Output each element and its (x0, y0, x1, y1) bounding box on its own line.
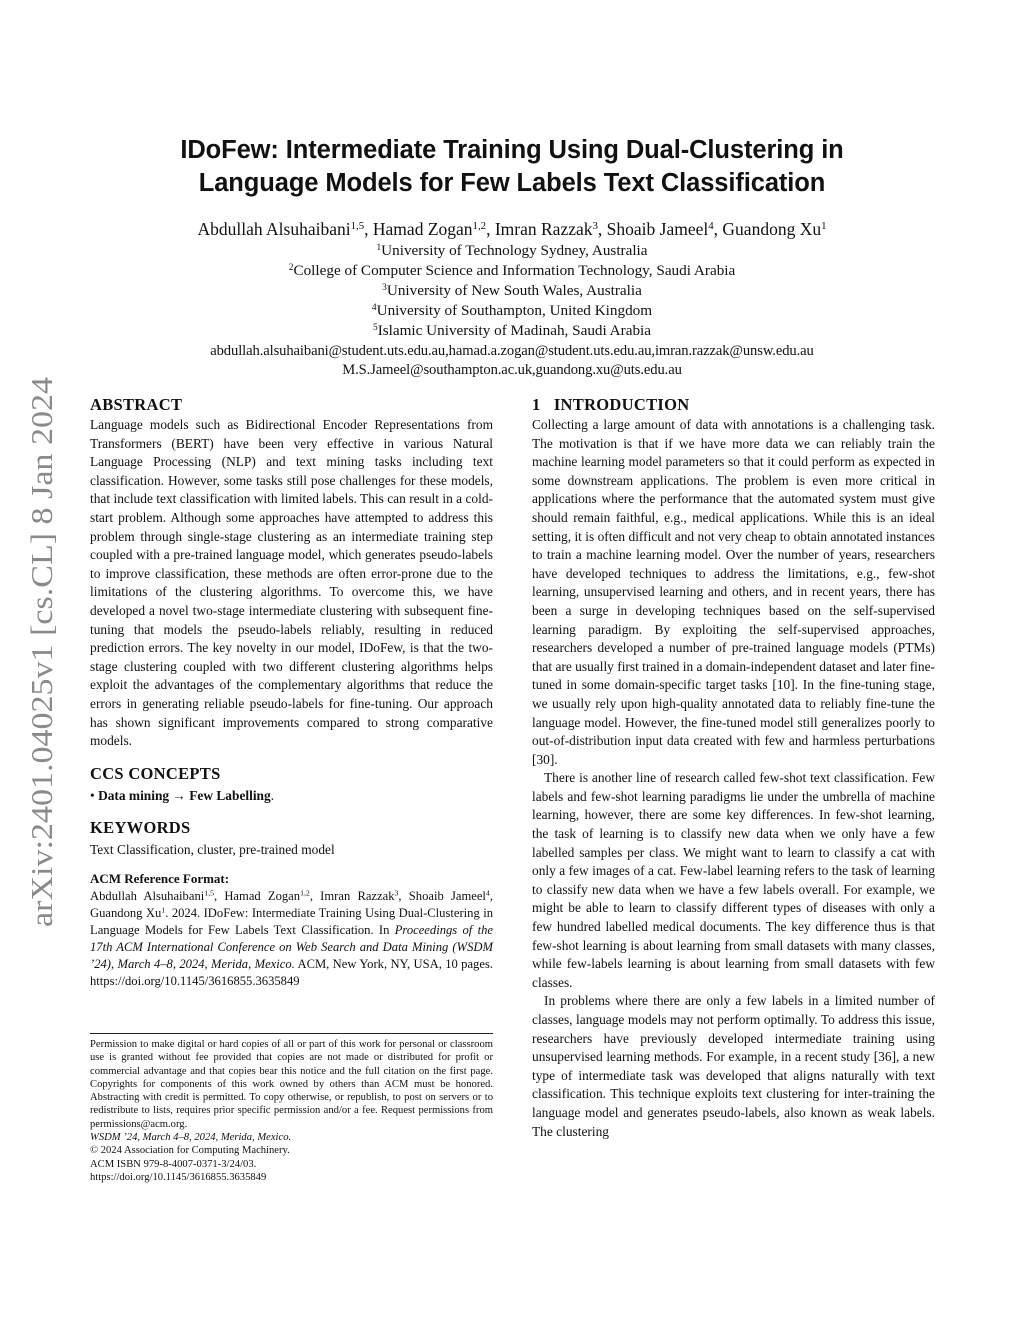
affiliation-number: 3 (382, 282, 387, 293)
author-separator: , (364, 219, 373, 239)
arxiv-stamp-text: arXiv:2401.04025v1 [cs.CL] 8 Jan 2024 (24, 425, 59, 927)
acm-reference-heading: ACM Reference Format: (90, 870, 230, 886)
affiliation-list (100, 241, 924, 341)
author-name: Shoaib Jameel (606, 219, 709, 239)
acm-reference-text (90, 888, 493, 990)
ccs-item-2: Few Labelling (189, 787, 271, 803)
affiliation (100, 241, 924, 261)
author-separator: , (713, 219, 723, 239)
email-list (100, 342, 924, 380)
permission-footnote (90, 1033, 493, 1184)
intro-paragraph-2: There is another line of research called few-shot text classification. Few labels and few-shot learning paradigms lie under the umbrella of machine learning, however, there are some key differences. In few-shot learning, the task of learning is to classify new data when we only have a few labelled samples per class. We might want to learn to classify a cat with only a few images of a cat. Few-label learning refers to the task of learning to classify new data when we have a few labels overall. For example, we might be able to learn to classify different types of diseases with only a few hundred labelled medical documents. The key difference thus is that few-shot learning is about learning from small datasets with many classes, while few-labels learning is about learning from small datasets with few classes. (532, 770, 935, 990)
copyright-line: © 2024 Association for Computing Machinery. (90, 1145, 290, 1157)
affiliation-number: 2 (288, 262, 294, 273)
affiliation-number: 1 (376, 242, 382, 253)
paper-title (100, 134, 924, 200)
conference-line: WSDM ’24, March 4–8, 2024, Merida, Mexico. (90, 1132, 292, 1144)
ccs-period: . (270, 787, 275, 803)
ccs-bullet: • (90, 787, 95, 803)
affiliation (100, 261, 924, 281)
right-column (532, 394, 935, 1141)
ref-author: , Hamad Zogan (213, 888, 301, 903)
author-name: Guandong Xu (722, 219, 822, 239)
abstract-heading: ABSTRACT (90, 395, 183, 414)
ccs-heading: CCS CONCEPTS (90, 763, 221, 783)
affiliation-text: College of Computer Science and Information Technology, Saudi Arabia (293, 262, 736, 279)
keywords-text: Text Classification, cluster, pre-trained model (90, 842, 335, 858)
email-line-2: M.S.Jameel@southampton.ac.uk,guandong.xu@uts.edu.au (342, 362, 682, 378)
doi-line: https://doi.org/10.1145/3616855.3635849 (90, 1171, 267, 1183)
affiliation-text: University of Technology Sydney, Australia (381, 242, 648, 259)
affiliation-text: University of Southampton, United Kingdom (376, 302, 653, 319)
ref-author-affiliation: 1 (161, 905, 166, 915)
title-line-1: IDoFew: Intermediate Training Using Dual-Clustering in (180, 136, 844, 164)
author-list (100, 218, 924, 240)
ref-author-affiliation: 1,2 (300, 888, 310, 898)
author-affiliation: 1,2 (472, 220, 487, 233)
arxiv-stamp (14, 372, 64, 932)
intro-paragraph-3: In problems where there are only a few labels in a limited number of classes, language models may not perform optimally. To address this issue, researchers have previously developed intermediate training using unsupervised learning methods. For example, in a recent study [36], a new type of intermediate task was developed that aligns naturally with text classification. This technique exploits text clustering for inter-training the language model and generates pseudo-labels, also known as weak labels. The clustering (532, 993, 935, 1139)
intro-paragraph-1: Collecting a large amount of data with annotations is a challenging task. The motivation is that if we have more data we can reliably train the machine learning model parameters so that it could perform as expected in some downstream applications. The problem is even more critical in applications where the performance that the automated system must give should remain faithful, e.g., medical applications. While this is an ideal setting, it is often difficult and not very cheap to obtain annotated instances to train a machine learning model. Over the number of years, researchers have developed techniques to address the limitations, e.g., few-shot learning, unsupervised learning and others, and in recent years, there has been a surge in developing techniques based on the self-supervised learning paradigm. By exploiting the self-supervised approaches, researchers developed a number of pre-trained language models (PTMs) that are usually first trained in a domain-independent dataset and later fine-tuned in some domain-specific target tasks [10]. In the fine-tuning stage, we usually rely upon high-quality annotated data to reliably fine-tune the language model. However, the fine-tuned model still generalizes poorly to out-of-distribution input data created with few and harmless perturbations [30]. (532, 417, 935, 767)
affiliation-text: Islamic University of Madinah, Saudi Arabia (377, 322, 652, 339)
ref-author: , Guandong Xu (90, 888, 493, 920)
author-separator: , (486, 219, 495, 239)
ref-author: , Imran Razzak (309, 888, 395, 903)
author-name: Hamad Zogan (372, 219, 473, 239)
affiliation (100, 281, 924, 301)
ccs-item-1: Data mining (98, 787, 170, 803)
ref-author-affiliation: 3 (394, 888, 399, 898)
ccs-concepts (90, 787, 493, 806)
abstract-text: Language models such as Bidirectional Encoder Representations from Transformers (BERT) have been very effective in various Natural Language Processing (NLP) and text mining tasks including text classification. However, some tasks still pose challenges for these models, that include text classification with limited labels. This can result in a cold-start problem. Although some approaches have attempted to address this problem through single-stage clustering as an intermediate training step coupled with a pre-trained language model, which generates pseudo-labels to improve classification, these methods are often error-prone due to the limitations of the clustering algorithms. To overcome this, we have developed a novel two-stage intermediate clustering with subsequent fine-tuning that models the pseudo-labels reliably, resulting in reduced prediction errors. The key novelty in our model, IDoFew, is that the two-stage clustering coupled with two different clustering algorithms helps exploit the advantages of the complementary algorithms that reduce the errors in generating reliable pseudo-labels for fine-tuning. Our approach has shown significant improvements compared to strong comparative models. (90, 417, 493, 749)
ref-venue: Proceedings of the 17th ACM International Conference on Web Search and Data Mining (WSDM ’24), March 4–8, 2024, Merida, Mexico. (90, 922, 493, 971)
author-affiliation: 1,5 (350, 220, 365, 233)
author-affiliation: 1 (821, 220, 827, 233)
affiliation-number: 5 (372, 322, 378, 333)
ref-author: Abdullah Alsuhaibani (90, 888, 205, 903)
keywords-heading: KEYWORDS (90, 818, 191, 838)
affiliation-number: 4 (371, 302, 377, 313)
author-affiliation: 4 (708, 220, 714, 233)
left-column (90, 394, 493, 990)
author-separator: , (597, 219, 607, 239)
author-name: Imran Razzak (494, 219, 593, 239)
affiliation (100, 321, 924, 341)
title-line-2: Language Models for Few Labels Text Classification (198, 169, 826, 197)
ref-author-affiliation: 1,5 (204, 888, 214, 898)
affiliation (100, 301, 924, 321)
affiliation-text: University of New South Wales, Australia (386, 282, 642, 299)
email-line-1: abdullah.alsuhaibani@student.uts.edu.au,hamad.a.zogan@student.uts.edu.au,imran.razzak@unsw.edu.au (210, 343, 814, 359)
arrow-icon: → (172, 787, 186, 803)
author-name: Abdullah Alsuhaibani (197, 219, 351, 239)
ref-title: . 2024. IDoFew: Intermediate Training Using Dual-Clustering in Language Models for Few Labels Text Classification. In (90, 905, 493, 937)
ref-author-affiliation: 4 (485, 888, 490, 898)
isbn-line: ACM ISBN 979-8-4007-0371-3/24/03. (90, 1158, 257, 1170)
author-affiliation: 3 (592, 220, 598, 233)
permission-text: Permission to make digital or hard copies of all or part of this work for personal or classroom use is granted without fee provided that copies are not made or distributed for profit or commercial advantage and that copies bear this notice and the full citation on the first page. Copyrights for components of this work owned by others than ACM must be honored. Abstracting with credit is permitted. To copy otherwise, or republish, to post on servers or to redistribute to lists, requires prior specific permission and/or a fee. Request permissions from permissions@acm.org. (90, 1039, 493, 1130)
introduction-heading: 1 INTRODUCTION (532, 395, 690, 414)
ref-author: , Shoaib Jameel (398, 888, 486, 903)
ref-tail: ACM, New York, NY, USA, 10 pages. https://doi.org/10.1145/3616855.3635849 (90, 956, 493, 988)
